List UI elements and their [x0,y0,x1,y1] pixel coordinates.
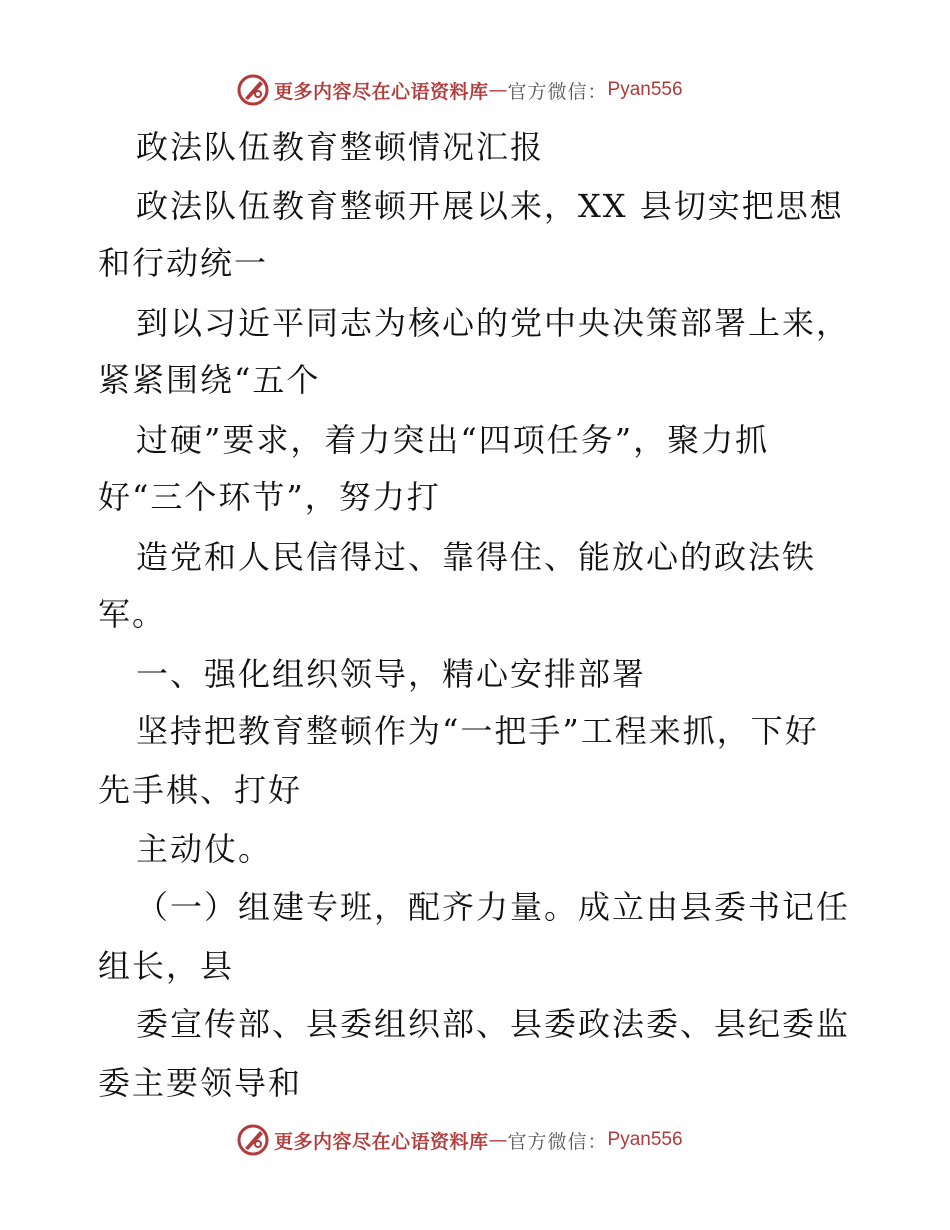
watermark-wechat-id: Pyan556 [607,1129,683,1150]
watermark-dash: — [488,1129,508,1151]
quill-seal-icon [236,1123,270,1157]
watermark-text: 更多内容尽在心语资料库 [274,1130,489,1153]
paragraph-line: 委宣传部、县委组织部、县委政法委、县纪委监 [136,1005,851,1043]
paragraph-line: 好“三个环节”，努力打 [98,478,441,516]
document-title: 政法队伍教育整顿情况汇报 [136,128,545,166]
paragraph-line: 委主要领导和 [98,1064,303,1102]
section-heading: 一、强化组织领导，精心安排部署 [136,655,647,693]
paragraph-line: 紧紧围绕“五个 [98,361,321,399]
watermark-banner-bottom [236,1123,683,1157]
watermark-banner-top [236,73,683,107]
paragraph-line: 到以习近平同志为核心的党中央决策部署上来， [136,304,851,342]
paragraph-line: 造党和人民信得过、靠得住、能放心的政法铁 [136,538,817,576]
watermark-dash: — [488,79,508,101]
paragraph-line: 和行动统一 [98,244,269,282]
paragraph-line: 主动仗。 [136,830,273,868]
watermark-wechat-label: 官方微信： [507,1130,608,1153]
paragraph-line: 过硬”要求，着力突出“四项任务”，聚力抓 [136,421,770,459]
watermark-wechat-id: Pyan556 [607,79,683,100]
paragraph-line: 军。 [98,595,167,633]
paragraph-line: 政法队伍教育整顿开展以来，XX 县切实把思想 [136,187,844,225]
watermark-text: 更多内容尽在心语资料库 [274,80,489,103]
paragraph-line: 组长，县 [98,947,235,985]
paragraph-line: 先手棋、打好 [98,771,303,809]
subsection-line: （一）组建专班，配齐力量。成立由县委书记任 [136,888,851,926]
watermark-wechat-label: 官方微信： [507,80,608,103]
quill-seal-icon [236,73,270,107]
paragraph-line: 坚持把教育整顿作为“一把手”工程来抓，下好 [136,712,819,750]
